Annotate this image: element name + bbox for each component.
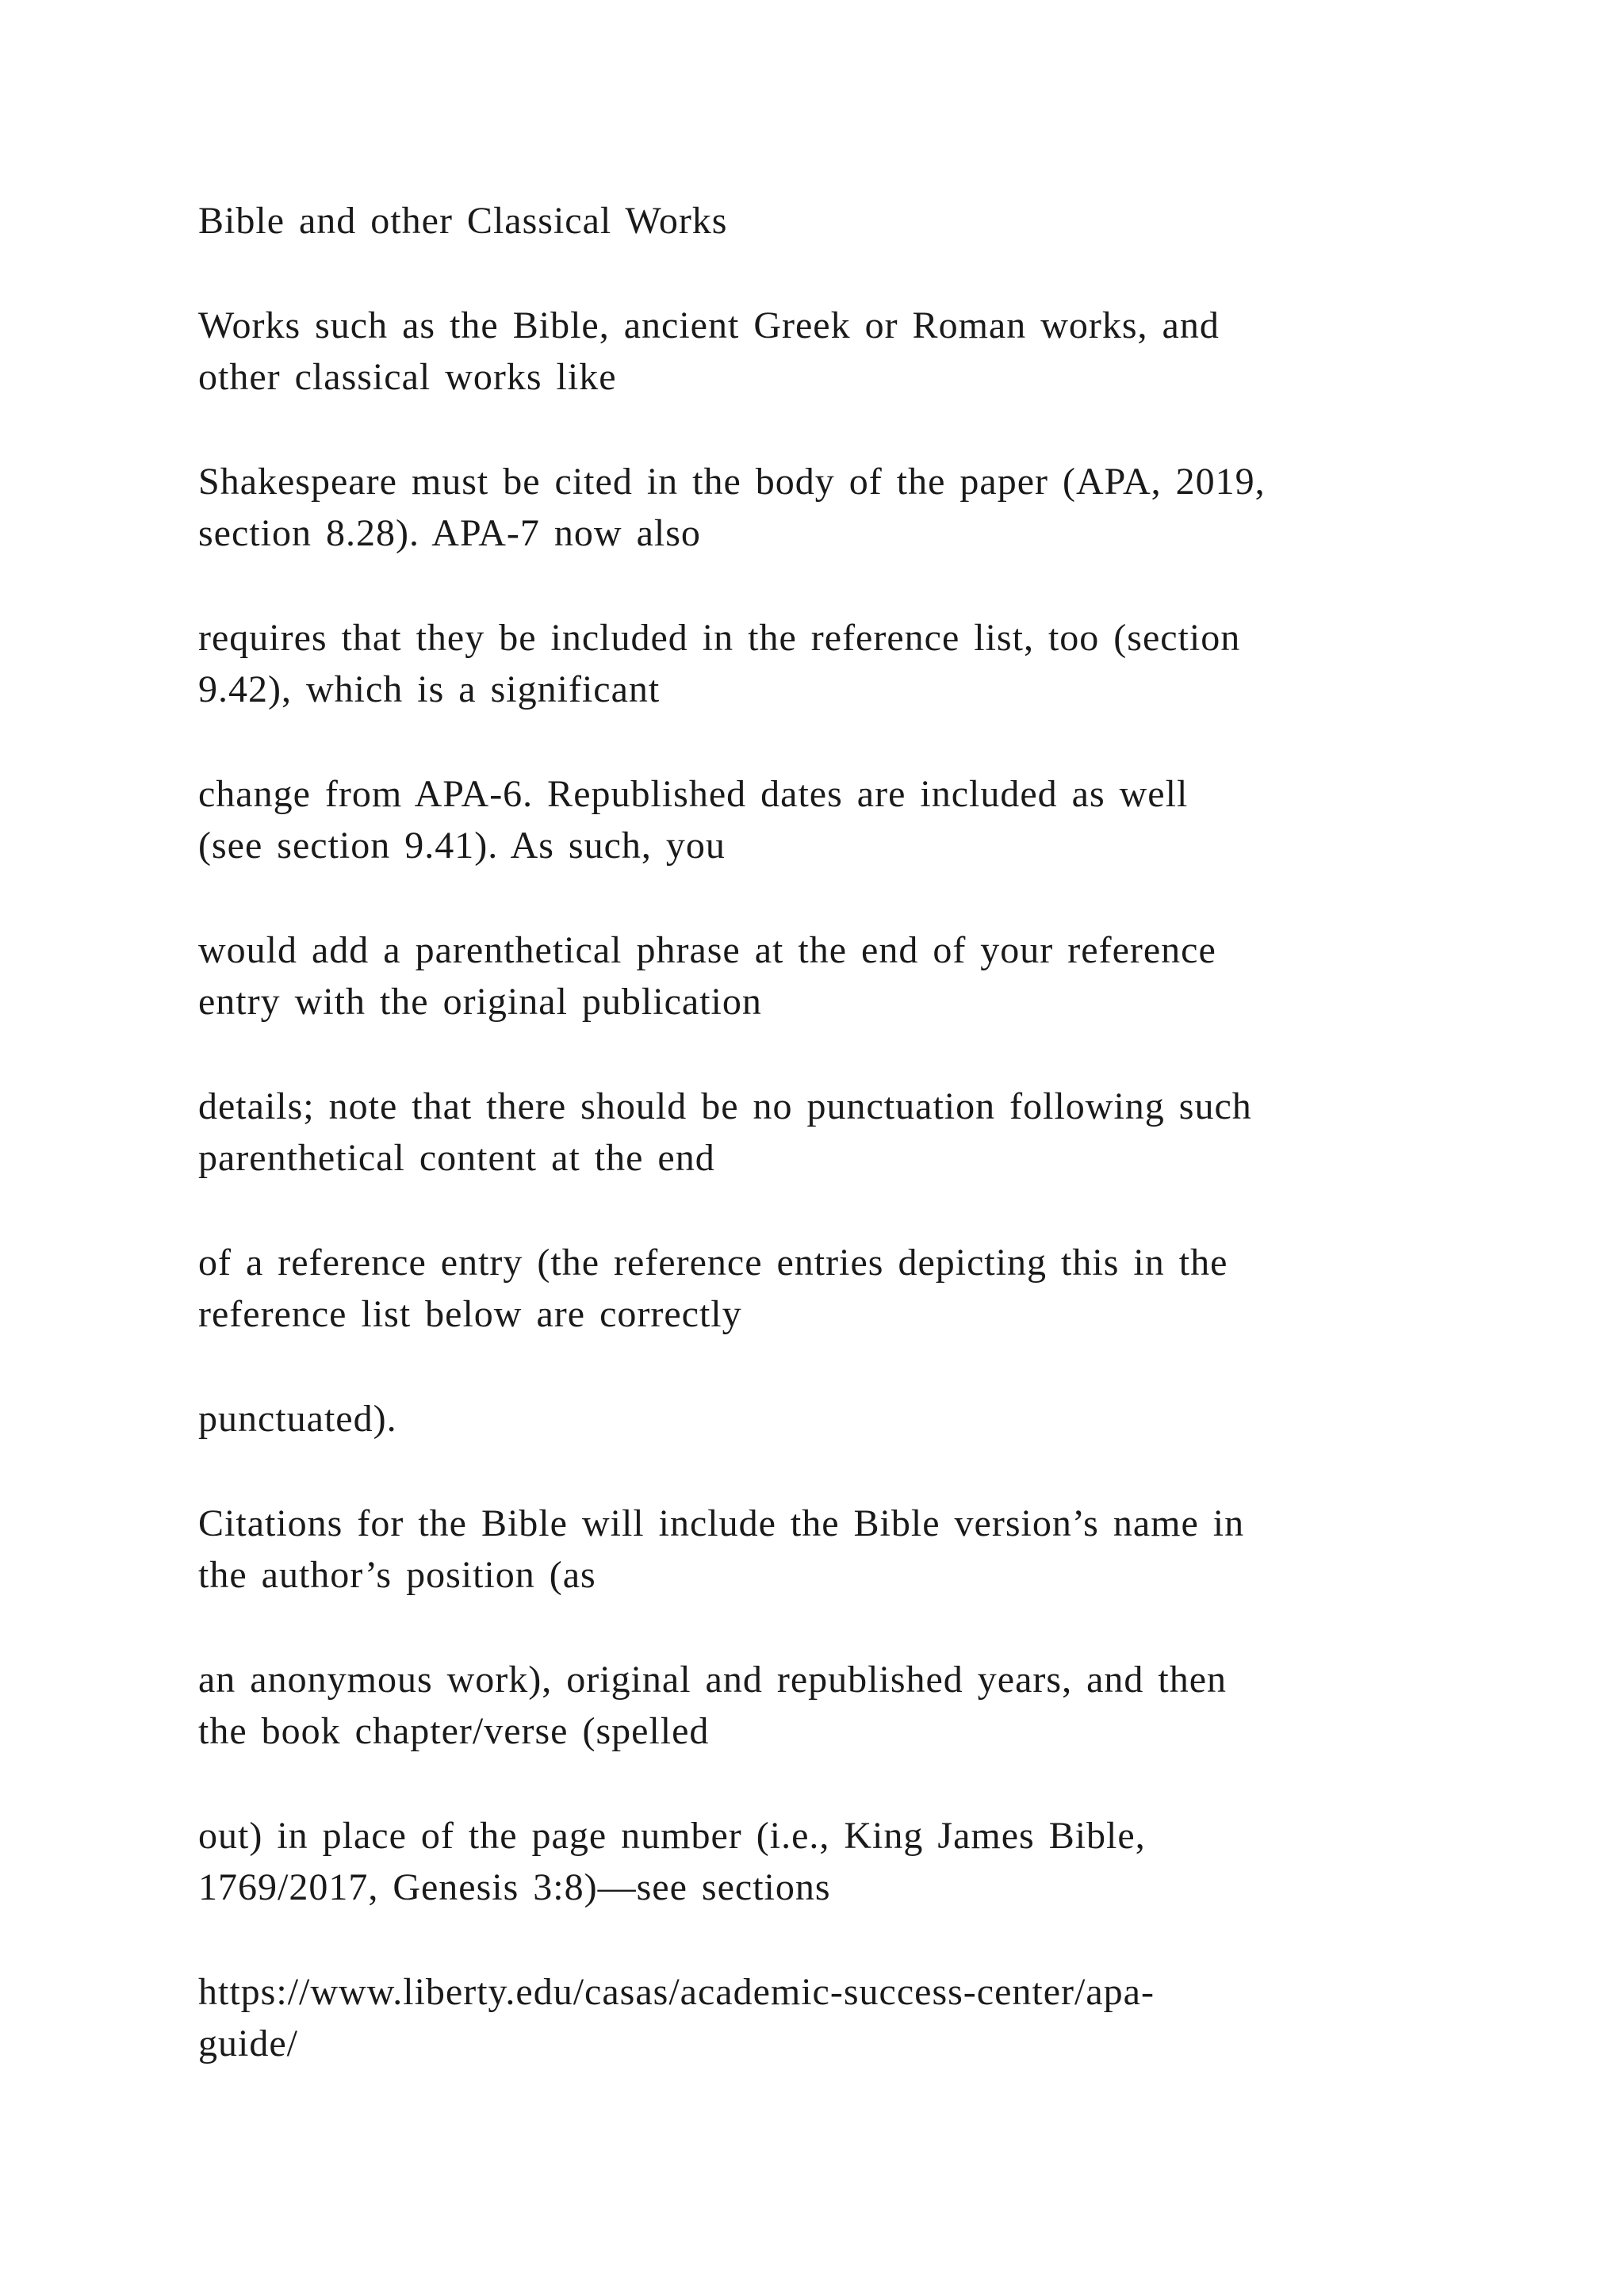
- text-line: would add a parenthetical phrase at the end of your reference: [198, 929, 1216, 971]
- paragraph-4: [198, 768, 1507, 871]
- url-text-line: https://www.liberty.edu/casas/academic-success-center/apa-: [198, 1971, 1155, 2013]
- text-line: Citations for the Bible will include the Bible version’s name in: [198, 1502, 1245, 1544]
- paragraph-5: [198, 924, 1507, 1027]
- paragraph-1: [198, 300, 1507, 403]
- paragraph-heading: [198, 195, 1507, 247]
- paragraph-7: [198, 1237, 1507, 1340]
- text-line: 9.42), which is a significant: [198, 668, 661, 710]
- paragraph-6: [198, 1081, 1507, 1184]
- text-line: details; note that there should be no punctuation following such: [198, 1085, 1252, 1127]
- paragraph-8: [198, 1393, 1507, 1445]
- paragraph-10: [198, 1654, 1507, 1757]
- text-line: out) in place of the page number (i.e., King James Bible,: [198, 1815, 1146, 1857]
- text-line: section 8.28). APA-7 now also: [198, 512, 701, 554]
- url-text-line: guide/: [198, 2022, 298, 2064]
- text-line: the book chapter/verse (spelled: [198, 1710, 710, 1752]
- text-line: 1769/2017, Genesis 3:8)—see sections: [198, 1866, 831, 1908]
- text-line: Shakespeare must be cited in the body of the paper (APA, 2019,: [198, 461, 1266, 503]
- text-line: change from APA-6. Republished dates are included as well: [198, 773, 1189, 815]
- paragraph-2: [198, 456, 1507, 559]
- text-line: an anonymous work), original and republished years, and then: [198, 1659, 1228, 1701]
- text-line: (see section 9.41). As such, you: [198, 825, 726, 867]
- text-line: reference list below are correctly: [198, 1293, 742, 1335]
- paragraph-3: [198, 612, 1507, 715]
- document-page: [198, 195, 1507, 2122]
- text-line: other classical works like: [198, 356, 617, 398]
- text-line: Bible and other Classical Works: [198, 200, 728, 242]
- text-line: the author’s position (as: [198, 1554, 596, 1596]
- text-line: parenthetical content at the end: [198, 1137, 715, 1179]
- paragraph-11: [198, 1810, 1507, 1913]
- paragraph-url: [198, 1966, 1507, 2069]
- text-line: Works such as the Bible, ancient Greek or Roman works, and: [198, 304, 1220, 346]
- paragraph-9: [198, 1498, 1507, 1601]
- text-line: entry with the original publication: [198, 981, 762, 1023]
- text-line: requires that they be included in the reference list, too (section: [198, 617, 1241, 659]
- text-line: punctuated).: [198, 1398, 397, 1440]
- text-line: of a reference entry (the reference entries depicting this in the: [198, 1242, 1228, 1284]
